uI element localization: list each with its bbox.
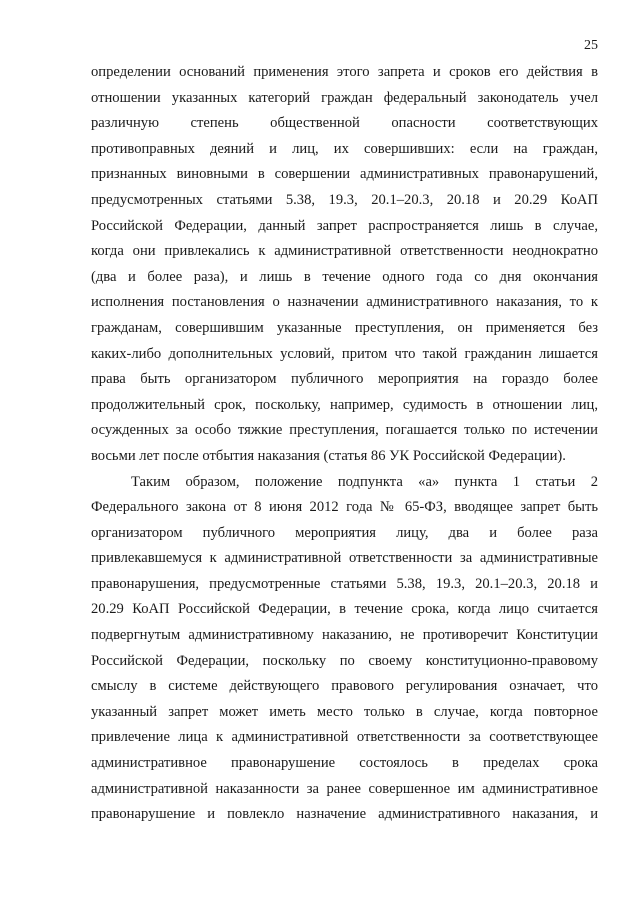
text-line: подвергнутым административному наказанию, не противоречит Конституции [91, 627, 598, 644]
text-line: 20.29 КоАП Российской Федерации, в течение срока, когда лицо считается [91, 601, 598, 618]
text-line: осужденных за особо тяжкие преступления, погашается только по истечении [91, 422, 598, 439]
text-line: правонарушения, предусмотренные статьями 5.38, 19.3, 20.1–20.3, 20.18 и [91, 575, 598, 592]
text-line: привлечение лица к административной ответственности за соответствующее [91, 729, 598, 746]
text-line: восьми лет после отбытия наказания (статья 86 УК Российской Федерации). [91, 447, 566, 464]
text-line: признанных виновными в совершении административных правонарушений, [91, 166, 598, 183]
text-line: гражданам, совершившим указанные преступления, он применяется без [91, 319, 598, 336]
document-body [91, 60, 598, 828]
text-line: продолжительный срок, поскольку, например, судимость в отношении лиц, [91, 396, 598, 413]
text-line: (два и более раза), и лишь в течение одного года со дня окончания [91, 268, 598, 285]
text-line: противоправных деяний и лиц, их совершивших: если на граждан, [91, 140, 598, 157]
text-line: административное правонарушение состоялось в пределах срока [91, 755, 598, 772]
text-line: предусмотренных статьями 5.38, 19.3, 20.1–20.3, 20.18 и 20.29 КоАП [91, 191, 598, 208]
text-line: Российской Федерации, поскольку по своему конституционно-правовому [91, 652, 598, 669]
text-line: Федерального закона от 8 июня 2012 года № 65-ФЗ, вводящее запрет быть [91, 499, 598, 516]
text-line: административной наказанности за ранее совершенное им административное [91, 780, 598, 797]
text-line: каких-либо дополнительных условий, притом что такой гражданин лишается [91, 345, 598, 362]
text-line: отношении указанных категорий граждан федеральный законодатель учел [91, 89, 598, 106]
text-line: указанный запрет может иметь место только в случае, когда повторное [91, 703, 598, 720]
paragraph-1 [91, 60, 598, 470]
text-line: Российской Федерации, данный запрет распространяется лишь в случае, [91, 217, 598, 234]
text-line: Таким образом, положение подпункта «а» пункта 1 статьи 2 [131, 473, 598, 490]
text-line: организатором публичного мероприятия лицу, два и более раза [91, 524, 598, 541]
text-line: правонарушение и повлекло назначение административного наказания, и [91, 806, 598, 823]
text-line: определении оснований применения этого запрета и сроков его действия в [91, 64, 598, 80]
page-number: 25 [584, 38, 598, 53]
text-line: смыслу в системе действующего правового регулирования означает, что [91, 678, 598, 695]
text-line: когда они привлекались к административной ответственности неоднократно [91, 243, 598, 260]
text-line: исполнения постановления о назначении административного наказания, то к [91, 294, 598, 311]
text-line: права быть организатором публичного мероприятия на гораздо более [91, 371, 598, 388]
text-line: различную степень общественной опасности соответствующих [91, 115, 598, 132]
text-line: привлекавшемуся к административной ответственности за административные [91, 550, 598, 567]
paragraph-2 [91, 470, 598, 828]
